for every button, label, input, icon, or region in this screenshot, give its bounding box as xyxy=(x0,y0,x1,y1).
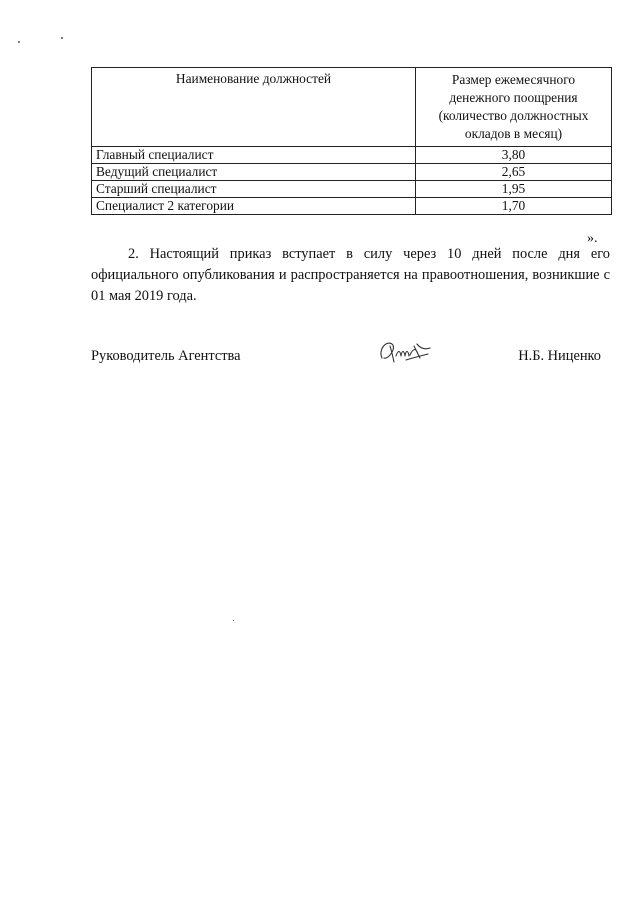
header-bonus-line: денежного поощрения xyxy=(449,90,578,105)
closing-quote: ». xyxy=(587,231,598,246)
table-row xyxy=(92,164,612,181)
signatory-name: Н.Б. Ниценко xyxy=(518,348,601,364)
scan-speck xyxy=(61,37,63,39)
table-header-row xyxy=(92,68,612,147)
position-name: Главный специалист xyxy=(92,147,416,164)
order-paragraph: 2. Настоящий приказ вступает в силу через 10 дней после дня его официального опубликования и распространяется на правоотношения, возникшие с 01 мая 2019 года. xyxy=(91,246,610,304)
position-name: Специалист 2 категории xyxy=(92,198,416,215)
table-row xyxy=(92,181,612,198)
signatory-title: Руководитель Агентства xyxy=(91,348,241,364)
positions-table xyxy=(91,67,612,215)
signature-block xyxy=(91,348,610,378)
scan-speck xyxy=(233,620,234,621)
position-value: 2,65 xyxy=(416,164,612,181)
header-position-name: Наименование должностей xyxy=(92,68,416,147)
position-value: 1,95 xyxy=(416,181,612,198)
table-row xyxy=(92,198,612,215)
header-bonus-line: Размер ежемесячного xyxy=(451,72,576,87)
header-bonus-line: (количество должностных xyxy=(438,108,589,123)
position-name: Ведущий специалист xyxy=(92,164,416,181)
position-value: 1,70 xyxy=(416,198,612,215)
header-bonus-line: окладов в месяц) xyxy=(464,126,563,141)
header-bonus-size xyxy=(416,68,612,147)
position-name: Старший специалист xyxy=(92,181,416,198)
scan-speck xyxy=(18,41,20,43)
table-row xyxy=(92,147,612,164)
handwritten-signature xyxy=(376,336,432,370)
position-value: 3,80 xyxy=(416,147,612,164)
